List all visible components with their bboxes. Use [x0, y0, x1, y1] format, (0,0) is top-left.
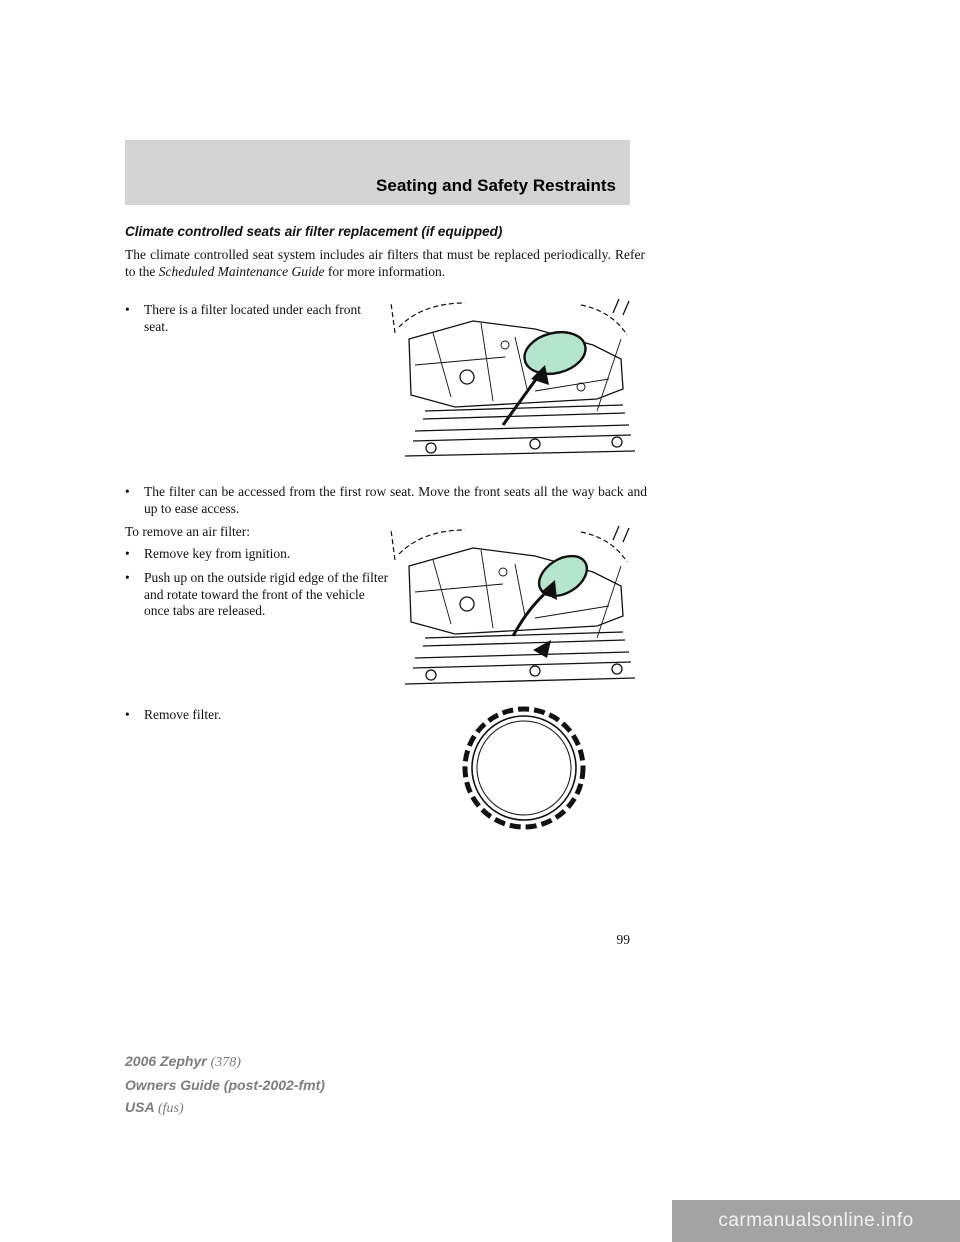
intro-text-2: for more information.: [324, 263, 446, 279]
section-header-bar: [125, 140, 630, 205]
watermark-text: carmanualsonline.info: [718, 1210, 914, 1231]
bullet-marker: •: [125, 302, 130, 317]
bullet-marker: •: [125, 484, 130, 499]
filter-highlight-1: [520, 326, 590, 380]
section-title: Seating and Safety Restraints: [376, 176, 616, 195]
footer-block: [125, 1050, 545, 1120]
seat-underside-drawing-2: [385, 518, 640, 690]
seat-underside-drawing-1: [385, 293, 640, 461]
page-number: 99: [616, 932, 630, 947]
bullet-text: Remove key from ignition.: [144, 546, 291, 561]
bullet-remove-filter: [125, 707, 373, 724]
air-filter-drawing: [455, 702, 595, 835]
watermark-banner: [672, 1200, 960, 1242]
footer-region-note: (fus): [157, 1101, 184, 1116]
bullet-marker: •: [125, 707, 130, 722]
filter-under-seat-illustration: [385, 293, 640, 461]
bullet-filter-access: [125, 484, 647, 517]
round-air-filter-illustration: [455, 702, 595, 835]
bullet-text: Remove filter.: [144, 707, 222, 722]
bullet-text: There is a filter located under each front seat.: [144, 302, 362, 334]
footer-region-line: [125, 1096, 545, 1120]
footer-model-line: [125, 1050, 545, 1074]
bullet-filter-location: [125, 302, 373, 335]
remove-steps-intro: To remove an air filter:: [125, 524, 251, 539]
filter-removal-illustration: [385, 518, 640, 690]
footer-model-note: (378): [210, 1055, 241, 1070]
bullet-text: The filter can be accessed from the first row seat. Move the front seats all the way back and up to ease access.: [144, 484, 647, 516]
intro-paragraph: [125, 247, 645, 280]
guide-title-reference: Scheduled Maintenance Guide: [158, 263, 325, 279]
bullet-marker: •: [125, 546, 130, 561]
topic-heading: Climate controlled seats air filter replacement (if equipped): [125, 224, 503, 239]
bullet-marker: •: [125, 570, 130, 585]
footer-guide-line: Owners Guide (post-2002-fmt): [125, 1077, 325, 1093]
intro-text-1: The climate controlled seat system includes air filters that must be replaced periodically. Refer to the: [125, 247, 645, 279]
footer-region: USA: [125, 1099, 155, 1115]
bullet-push-up-filter: [125, 570, 393, 620]
footer-model: 2006 Zephyr: [125, 1053, 207, 1069]
bullet-text: Push up on the outside rigid edge of the filter and rotate toward the front of the vehicle once tabs are released.: [144, 570, 389, 618]
